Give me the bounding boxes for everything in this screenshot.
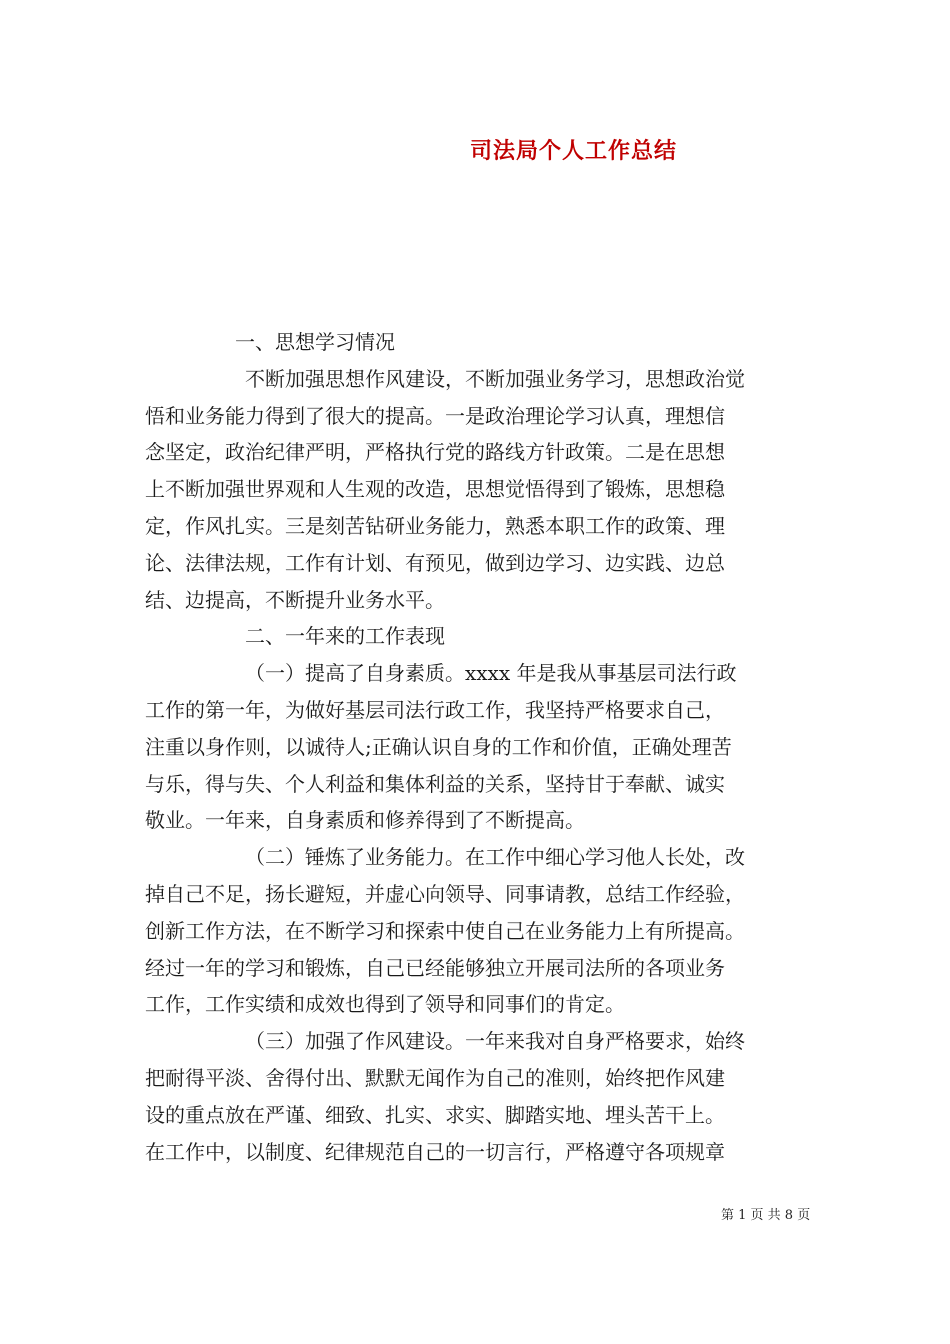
text-line: （二）锤炼了业务能力。在工作中细心学习他人长处，改 (245, 845, 745, 870)
text-line: 念坚定，政治纪律严明，严格执行党的路线方针政策。二是在思想 (145, 440, 725, 465)
document-title: 司法局个人工作总结 (470, 138, 678, 164)
text-line: 在工作中，以制度、纪律规范自己的一切言行，严格遵守各项规章 (145, 1139, 725, 1164)
text-line: 二、一年来的工作表现 (245, 624, 445, 649)
text-line: 与乐，得与失、个人利益和集体利益的关系，坚持甘于奉献、诚实 (145, 771, 725, 796)
text-line: 上不断加强世界观和人生观的改造，思想觉悟得到了锻炼，思想稳 (145, 477, 725, 502)
text-line: 创新工作方法，在不断学习和探索中使自己在业务能力上有所提高。 (145, 918, 745, 943)
text-line: 掉自己不足，扬长避短，并虚心向领导、同事请教，总结工作经验， (145, 881, 745, 906)
text-line: 结、边提高，不断提升业务水平。 (145, 587, 445, 612)
document-body (145, 324, 807, 1170)
text-line: 工作，工作实绩和成效也得到了领导和同事们的肯定。 (145, 992, 625, 1017)
text-line: 工作的第一年，为做好基层司法行政工作，我坚持严格要求自己， (145, 697, 725, 722)
text-line: 把耐得平淡、舍得付出、默默无闻作为自己的准则，始终把作风建 (145, 1065, 725, 1090)
text-line: （一）提高了自身素质。xxxx 年是我从事基层司法行政 (245, 661, 737, 686)
page-footer: 第 1 页 共 8 页 (721, 1208, 811, 1223)
text-line: 论、法律法规，工作有计划、有预见，做到边学习、边实践、边总 (145, 550, 725, 575)
text-line: （三）加强了作风建设。一年来我对自身严格要求，始终 (245, 1029, 745, 1054)
text-line: 一、思想学习情况 (235, 330, 395, 354)
text-line: 设的重点放在严谨、细致、扎实、求实、脚踏实地、埋头苦干上。 (145, 1102, 725, 1127)
text-line: 悟和业务能力得到了很大的提高。一是政治理论学习认真，理想信 (145, 403, 725, 428)
text-line: 定，作风扎实。三是刻苦钻研业务能力，熟悉本职工作的政策、理 (145, 513, 725, 538)
text-line: 敬业。一年来，自身素质和修养得到了不断提高。 (145, 808, 585, 833)
text-line: 注重以身作则，以诚待人;正确认识自身的工作和价值，正确处理苦 (145, 734, 732, 759)
text-line: 不断加强思想作风建设，不断加强业务学习，思想政治觉 (245, 366, 745, 391)
text-line: 经过一年的学习和锻炼，自己已经能够独立开展司法所的各项业务 (145, 955, 725, 980)
